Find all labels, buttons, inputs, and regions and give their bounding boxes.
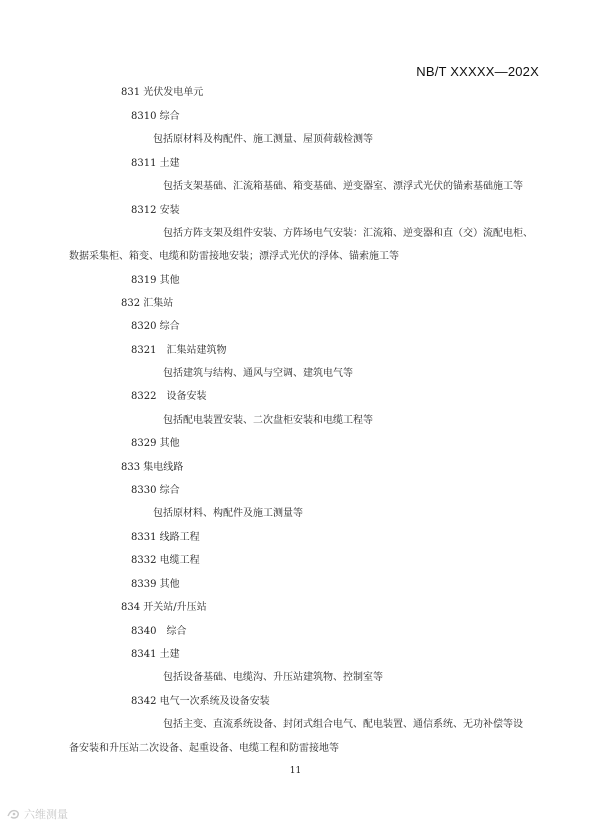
item-8311-description: 包括支架基础、汇流箱基础、箱变基础、逆变器室、漂浮式光伏的锚索基础施工等 [163, 181, 523, 192]
item-8321-description: 包括建筑与结构、通风与空调、建筑电气等 [163, 368, 353, 379]
item-8341-description: 包括设备基础、电缆沟、升压站建筑物、控制室等 [163, 672, 383, 683]
item-8310-heading: 8310 综合 [131, 111, 180, 122]
item-8330-description: 包括原材料、构配件及施工测量等 [153, 508, 303, 519]
item-8321-heading: 8321 汇集站建筑物 [131, 345, 227, 356]
item-8320-heading: 8320 综合 [131, 321, 180, 332]
item-8342-description-line2: 备安装和升压站二次设备、起重设备、电缆工程和防雷接地等 [69, 743, 339, 754]
item-8312-description-line2: 数据采集柜、箱变、电缆和防雷接地安装；漂浮式光伏的浮体、锚索施工等 [69, 251, 399, 262]
section-831-heading: 831 光伏发电单元 [121, 87, 204, 98]
item-8331-heading: 8331 线路工程 [131, 532, 200, 543]
item-8339-heading: 8339 其他 [131, 579, 180, 590]
item-8322-heading: 8322 设备安装 [131, 391, 207, 402]
standard-code-header: NB/T XXXXX—202X [416, 64, 539, 79]
item-8330-heading: 8330 综合 [131, 485, 180, 496]
watermark [7, 806, 68, 822]
item-8332-heading: 8332 电缆工程 [131, 555, 200, 566]
section-833-heading: 833 集电线路 [121, 462, 184, 473]
watermark-text: 六维测量 [24, 809, 68, 821]
page-number: 11 [289, 766, 302, 776]
item-8322-description: 包括配电装置安装、二次盘柜安装和电缆工程等 [163, 415, 373, 426]
watermark-logo-icon [7, 808, 21, 820]
item-8340-heading: 8340 综合 [131, 626, 187, 637]
section-832-heading: 832 汇集站 [121, 298, 174, 309]
item-8310-description: 包括原材料及构配件、施工测量、屋顶荷载检测等 [153, 134, 373, 145]
item-8312-heading: 8312 安装 [131, 205, 180, 216]
item-8312-description-line1: 包括方阵支架及组件安装、方阵场电气安装：汇流箱、逆变器和直（交）流配电柜、 [163, 228, 533, 239]
item-8342-heading: 8342 电气一次系统及设备安装 [131, 696, 270, 707]
item-8329-heading: 8329 其他 [131, 438, 180, 449]
item-8319-heading: 8319 其他 [131, 275, 180, 286]
item-8342-description-line1: 包括主变、直流系统设备、封闭式组合电气、配电装置、通信系统、无功补偿等设 [163, 719, 523, 730]
item-8311-heading: 8311 土建 [131, 158, 180, 169]
section-834-heading: 834 开关站/升压站 [121, 602, 207, 613]
item-8341-heading: 8341 土建 [131, 649, 180, 660]
